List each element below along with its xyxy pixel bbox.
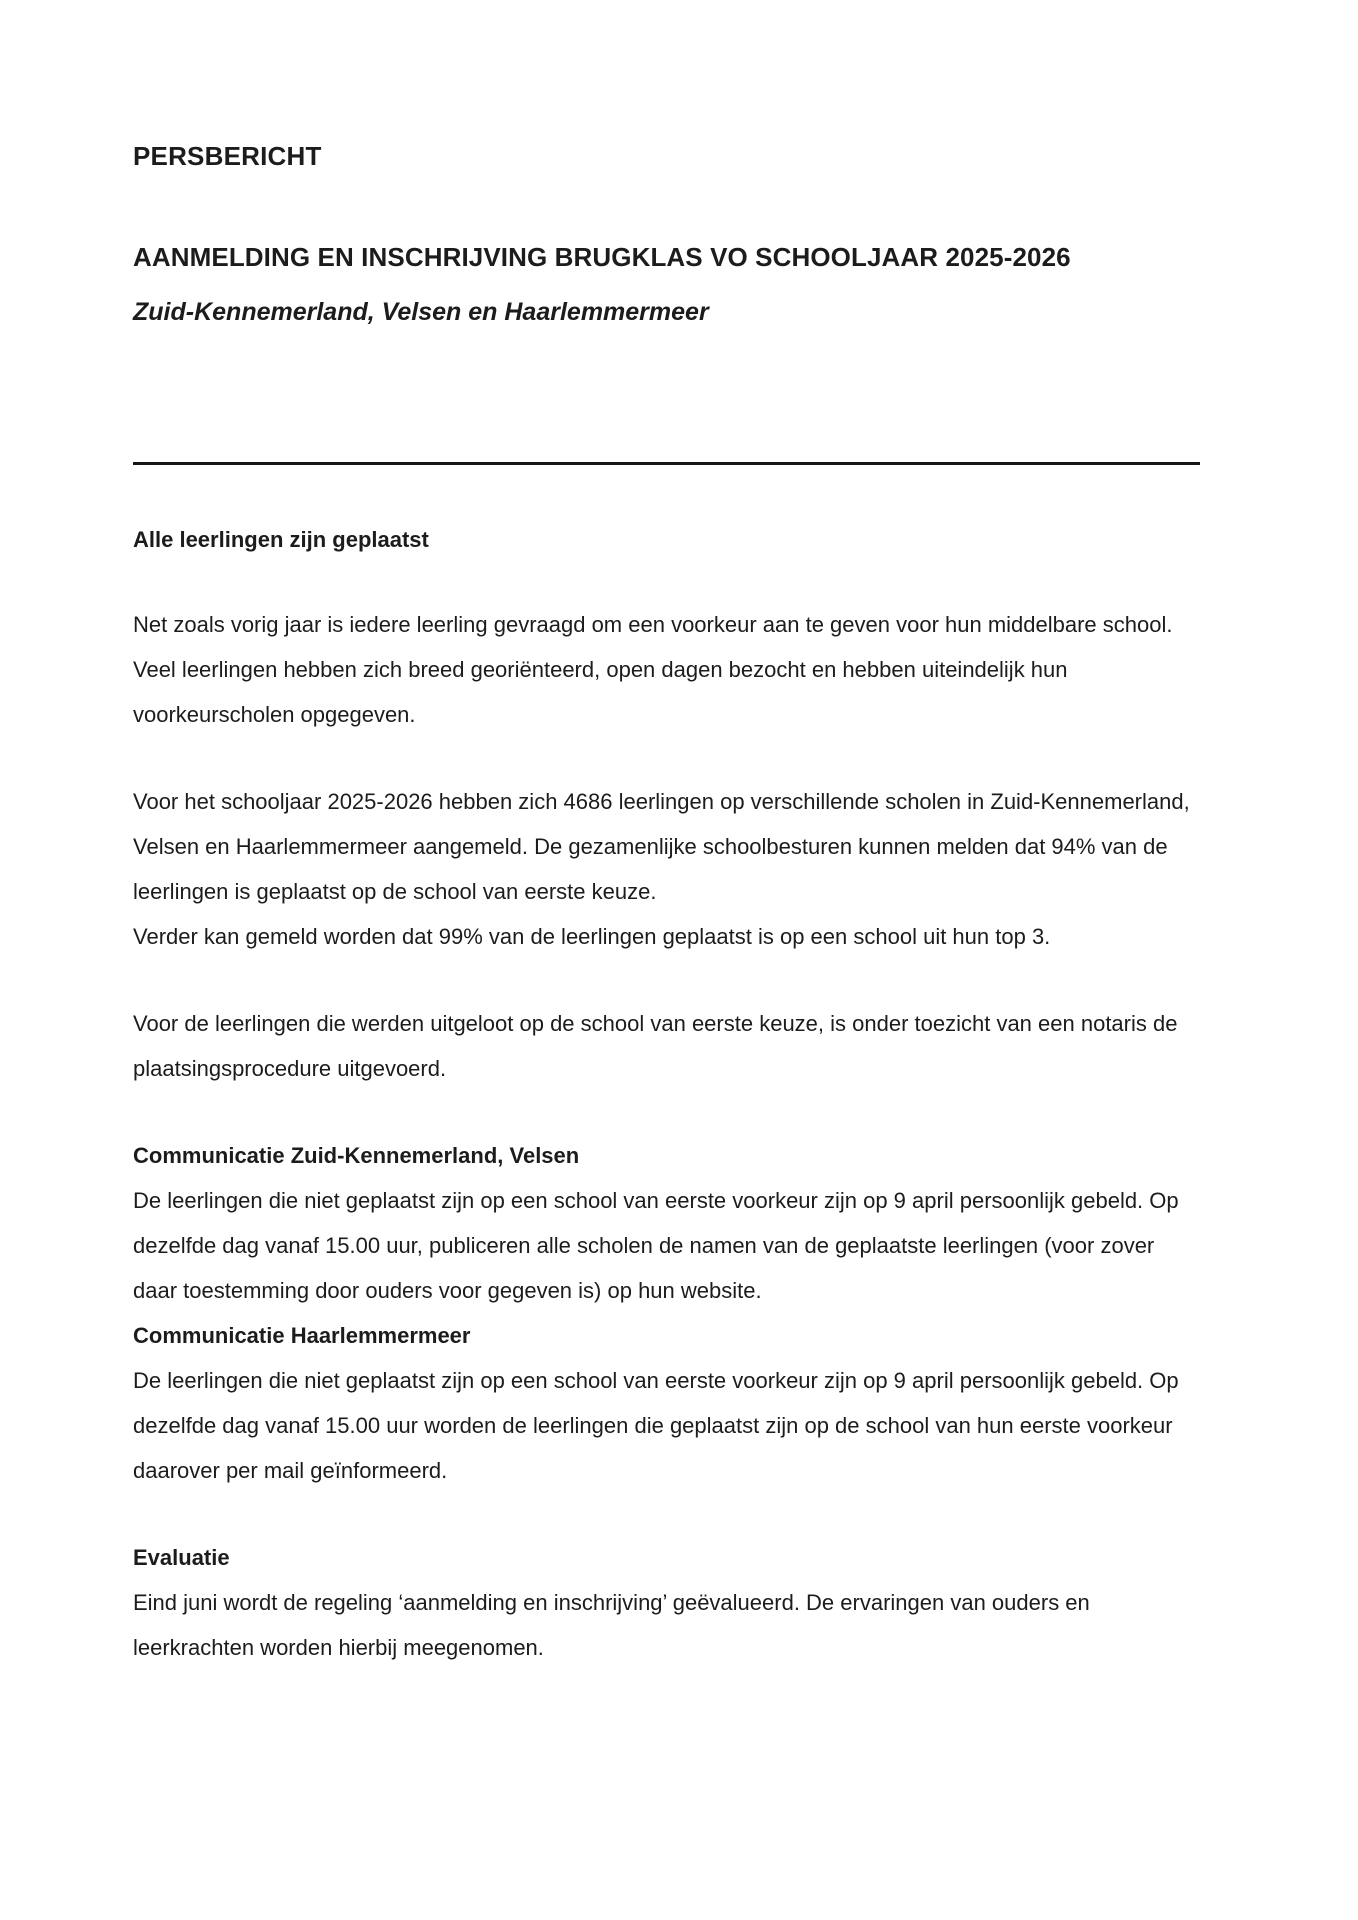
document-title: AANMELDING EN INSCHRIJVING BRUGKLAS VO SCHOOLJAAR 2025-2026	[133, 242, 1071, 272]
paragraph-group-numbers	[133, 779, 1200, 959]
document-subtitle: Zuid-Kennemerland, Velsen en Haarlemmermeer	[133, 298, 709, 326]
section-communication-zuid-kennemerland	[133, 1133, 1200, 1313]
paragraph-comm-zk: De leerlingen die niet geplaatst zijn op een school van eerste voorkeur zijn op 9 april persoonlijk gebeld. Op dezelfde dag vanaf 15.00 uur, publiceren alle scholen de namen van de geplaatste leerlingen (voor zover daar toestemming door ouders voor gegeven is) op hun website.	[133, 1188, 1179, 1303]
section-heading-placed: Alle leerlingen zijn geplaatst	[133, 527, 429, 552]
paragraph-comm-hm: De leerlingen die niet geplaatst zijn op een school van eerste voorkeur zijn op 9 april persoonlijk gebeld. Op dezelfde dag vanaf 15.00 uur worden de leerlingen die geplaatst zijn op de school van hun eerste voorkeur daarover per mail geïnformeerd.	[133, 1368, 1179, 1483]
paragraph-registrations: Voor het schooljaar 2025-2026 hebben zich 4686 leerlingen op verschillende scholen in Zuid-Kennemerland, Velsen en Haarlemmermeer aangemeld. De gezamenlijke schoolbesturen kunnen melden dat 94% van de leerlingen is geplaatst op de school van eerste keuze.	[133, 789, 1190, 904]
section-heading-evaluation: Evaluatie	[133, 1545, 230, 1570]
section-evaluation	[133, 1535, 1200, 1670]
section-heading-comm-hm: Communicatie Haarlemmermeer	[133, 1323, 471, 1348]
section-heading-comm-zk: Communicatie Zuid-Kennemerland, Velsen	[133, 1143, 580, 1168]
section-all-students-placed	[133, 517, 1200, 1091]
press-release-kicker: PERSBERICHT	[133, 141, 322, 171]
paragraph-evaluation: Eind juni wordt de regeling ‘aanmelding en inschrijving’ geëvalueerd. De ervaringen van ouders en leerkrachten worden hierbij meegenomen.	[133, 1590, 1090, 1660]
paragraph-lottery-notary: Voor de leerlingen die werden uitgeloot op de school van eerste keuze, is onder toezicht van een notaris de plaatsingsprocedure uitgevoerd.	[133, 1011, 1178, 1081]
section-communication-haarlemmermeer	[133, 1313, 1200, 1493]
paragraph-top3: Verder kan gemeld worden dat 99% van de leerlingen geplaatst is op een school uit hun top 3.	[133, 924, 1051, 949]
divider-rule	[133, 462, 1200, 465]
paragraph-preference: Net zoals vorig jaar is iedere leerling gevraagd om een voorkeur aan te geven voor hun middelbare school. Veel leerlingen hebben zich breed georiënteerd, open dagen bezocht en hebben uiteindelijk hun voorkeurscholen opgegeven.	[133, 612, 1173, 727]
